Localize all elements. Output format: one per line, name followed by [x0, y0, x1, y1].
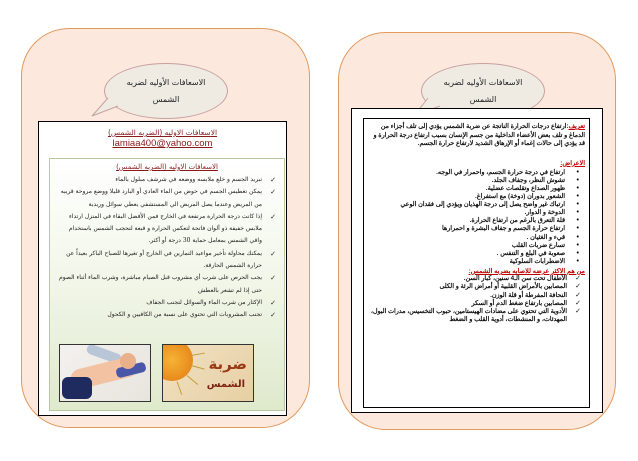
first-aid-item: ✓ يمكن تغطيس الجسم في حوض من الماء العادي أو البارد قليلا ووضع مروحة قريبه من المريض وعندما يصل المريض الي المستشفي يعطي سوائل وريدية [60, 188, 276, 208]
risk-groups-list [364, 275, 589, 325]
bullet-icon: • [576, 168, 579, 176]
bullet-icon: • [576, 184, 579, 192]
checkmark-icon: ✓ [270, 274, 276, 283]
symptom-item: • صعوبة في البلع و التنفس . [496, 249, 579, 257]
right-document [363, 118, 590, 408]
definition-label: تعريف [568, 123, 585, 130]
risk-group-item: ✓ الأطفال تحت سن الـ4 سنين، كبار السن. [463, 274, 581, 282]
sunstroke-label-2: الشمس [206, 379, 245, 390]
risk-group-item: ✓ النحافة المفرطة أو قلة الوزن. [490, 291, 581, 299]
checkmark-icon: ✓ [575, 308, 581, 316]
checkmark-icon: ✓ [575, 291, 581, 299]
bullet-icon: • [576, 249, 579, 257]
checkmark-icon: ✓ [270, 311, 276, 320]
first-aid-item: ✓ إذا كانت درجة الحرارة مرتفعة في الخارج فمن الأفضل البقاء في المنزل ارتداء ملابس خفيفة ذو ألوان فاتحة لتعكس الحرارة و قبعة لتحجب الشمس باستخدام واقي الشمس بمعامل حماية 30 درجة أو أكثر. [68, 212, 276, 245]
left-doc-title: الاسعافات الاوليه (الضربه الشمس) [107, 128, 218, 137]
checkmark-icon: ✓ [575, 283, 581, 291]
first-aid-item: ✓ يجب الحرص على شرب أي مشروب قبل الصيام مباشرة، وشرب الماء أثناء الصوم حتى إذا لم تشعر بالعطش [59, 274, 276, 294]
first-aid-item: ✓ يمكنك محاولة تأخير مواعيد التمارين في الخارج أو تغيرها للصباح الباكر بعيداً عن حرارة الشمس الحارقة. [66, 249, 276, 270]
checkmark-icon: ✓ [270, 249, 276, 258]
symptom-item: • تشوش النظر، وجفاف الجلد. [491, 176, 579, 184]
risk-group-item: ✓ المصابين بارتفاع ضغط الدم أو السكر [471, 299, 581, 307]
symptom-item: • قلة التعرق بالرغم من ارتفاع الحرارة. [469, 217, 579, 225]
first-aid-item: ✓ تجنب المشروبات التي تحتوي على نسبة من الكافيين و الكحول [56, 309, 276, 321]
sun-ray [191, 353, 205, 356]
left-speech-bubble [104, 63, 228, 119]
left-bubble-line1: الاسعافات الأوليه لضربه [126, 78, 206, 87]
left-bubble-line2: الشمس [152, 95, 180, 104]
first-aid-box [49, 158, 285, 411]
definition-paragraph [364, 119, 589, 149]
right-bubble-line2: الشمس [469, 95, 497, 104]
sun-ray [191, 365, 205, 370]
bullet-icon: • [576, 209, 579, 217]
symptom-item: • الشعور بدوران (دوخة) مع استفراغ. [474, 193, 579, 201]
sunstroke-label-1: ضربة [208, 355, 247, 373]
illustrations [52, 344, 282, 404]
symptom-item: • ظهور الصداع وتقلصات عضلية. [485, 184, 579, 192]
definition-text: :ارتفاع درجات الحرارة الناتجة عن ضربة الشمس يؤدي إلى تلف أجزاء من الدماغ و تلف بعض الأعضاء الداخلية من جسم الإنسان بسبب ارتفاع درجة الحرارة و قد يؤدي إلى حالات إغماء أو الإرهاق الشديد لارتفاع حرارة الجسم. [373, 123, 585, 148]
first-aid-list [50, 174, 284, 322]
bullet-icon: • [576, 193, 579, 201]
symptom-item: • ارتفاع حرارة الجسم و جفاف البشرة و احمرارها [442, 225, 579, 233]
checkmark-icon: ✓ [270, 212, 276, 221]
right-bubble-line1: الاسعافات الأوليه لضربه [443, 78, 523, 87]
patient-head-shape [120, 353, 136, 369]
bullet-icon: • [576, 257, 579, 265]
symptom-item: • الدوخة و الدوار. [524, 209, 579, 217]
bullet-icon: • [576, 176, 579, 184]
bullet-icon: • [576, 201, 579, 209]
checkmark-icon: ✓ [575, 274, 581, 282]
bullet-icon: • [576, 225, 579, 233]
checkmark-icon: ✓ [270, 298, 276, 307]
risk-groups-heading: من هم الاكثر عرضه للاصابه بضربه الشمس: [468, 267, 585, 275]
risk-group-item: ✓ الأدوية التي تحتوي على مضادات الهيستامين، حبوب التخسيس، مدرات البول، المهدئات، و المنشطات، أدوية القلب و الضغط [370, 308, 581, 324]
bullet-icon: • [576, 233, 579, 241]
sun-ray [177, 381, 183, 394]
symptoms-heading: الاعراض: [560, 159, 585, 167]
bullet-icon: • [576, 217, 579, 225]
symptom-item: • ارتباك غير واضح يصل إلى درجة الهذيان ويؤدي إلى فقدان الوعي [400, 201, 579, 209]
checkmark-icon: ✓ [270, 176, 276, 184]
left-doc-email[interactable]: lamiaa400@yahoo.com [112, 138, 213, 149]
symptom-item: • الاضطرابات السلوكية [509, 257, 579, 265]
left-bubble-tail-icon [90, 96, 120, 118]
first-aid-box-title: الاسعافات الاوليه (الضربه الشمس) [116, 163, 218, 171]
left-document [38, 121, 287, 416]
patient-shorts-shape [62, 377, 92, 399]
patient-cooling-image [59, 344, 151, 402]
first-aid-item: ✓ تبريد الجسم و خلع ملابسه ووضعه في شرشف مبلول بالماء [56, 174, 276, 186]
bullet-icon: • [576, 241, 579, 249]
symptoms-list [364, 169, 589, 266]
risk-group-item: ✓ المصابين بالأمراض القلبية أو أمراض الرئة و الكلى [439, 283, 581, 291]
checkmark-icon: ✓ [575, 299, 581, 307]
symptom-item: • تسارع ضربات القلب [511, 241, 579, 249]
symptom-item: • قيء و الغثيان . [526, 233, 579, 241]
first-aid-item: ✓ الإكثار من شرب الماء والسوائل لتجنب الجفاف [56, 297, 276, 309]
sunstroke-image [162, 344, 254, 402]
sun-ray [187, 375, 198, 385]
checkmark-icon: ✓ [270, 188, 276, 197]
symptom-item: • ارتفاع في درجة حرارة الجسم، واحمرار في الوجه. [436, 168, 579, 176]
